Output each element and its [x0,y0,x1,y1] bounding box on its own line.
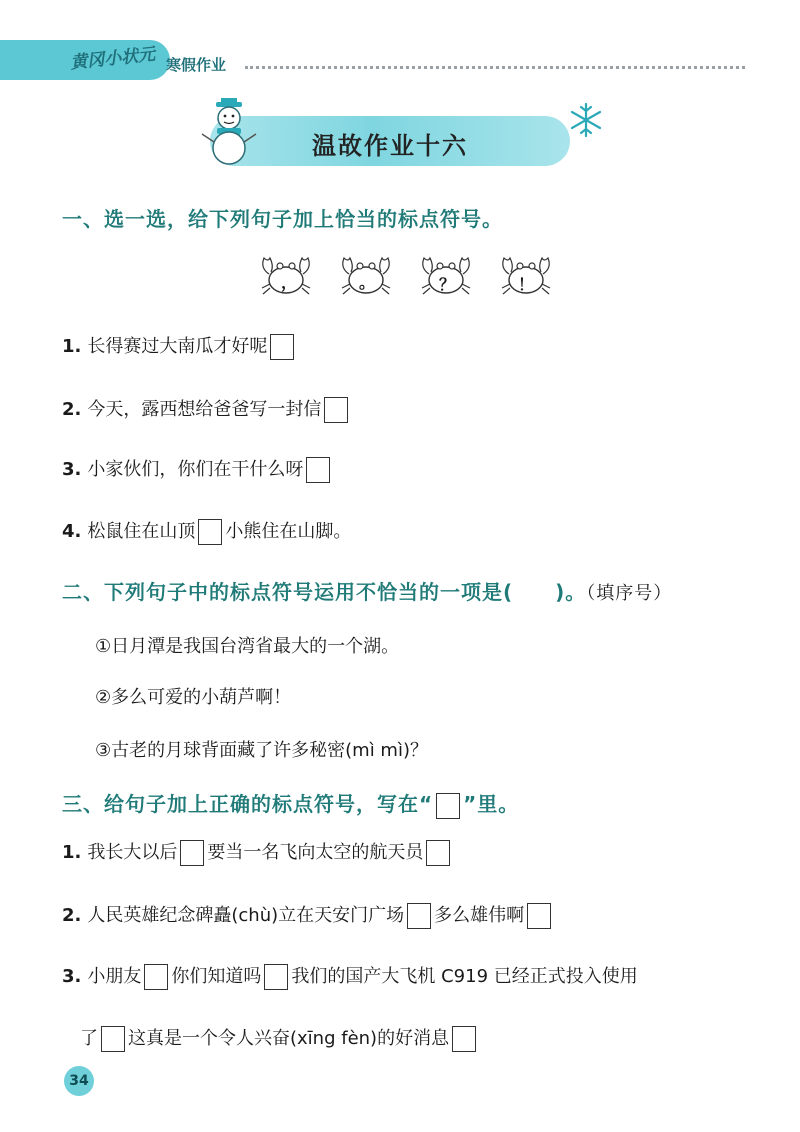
sample-box [436,793,460,819]
crab-mark: ！ [518,275,535,294]
s3-item-2 [62,901,554,929]
answer-box[interactable] [527,903,551,929]
item-text: 小家伙们，你们在干什么呀 [87,459,304,480]
section2-heading [62,576,672,605]
item-text: 多么雄伟啊 [434,905,525,926]
s1-item-3 [62,455,333,483]
s3-item-1 [62,838,453,866]
s1-item-4 [62,517,351,545]
crab-period [338,248,394,302]
section3-heading [62,788,519,819]
s1-item-1 [62,332,297,360]
answer-box[interactable] [180,840,204,866]
answer-box[interactable] [324,397,348,423]
item-text: 我们的国产大飞机 C919 已经正式投入使用 [291,966,638,987]
section1-heading: 一、选一选，给下列句子加上恰当的标点符号。 [62,207,503,231]
item-text: 长得赛过大南瓜才好呢 [87,336,268,357]
item-text: 松鼠住在山顶 [87,521,196,542]
heading-text: ”里。 [463,792,520,816]
snowflake-icon [568,102,604,138]
item-number: 3. [62,966,82,987]
answer-box[interactable] [101,1026,125,1052]
s2-option-3: ③古老的月球背面藏了许多秘密(mì mì)？ [95,740,428,761]
heading-text: 二、下列句子中的标点符号运用不恰当的一项是( [62,580,514,604]
item-text: 我长大以后 [87,842,178,863]
answer-box[interactable] [306,457,330,483]
page-number: 34 [64,1066,94,1096]
item-text: 你们知道吗 [171,966,262,987]
item-number: 1. [62,842,82,863]
fill-hint: （填序号） [586,583,673,604]
item-number: 4. [62,521,82,542]
crab-row [258,248,554,302]
answer-box[interactable] [270,334,294,360]
answer-box[interactable] [144,964,168,990]
answer-box[interactable] [198,519,222,545]
item-text: 人民英雄纪念碑矗(chù)立在天安门广场 [87,905,405,926]
s3-item-3 [62,962,638,990]
s1-item-2 [62,395,351,423]
s2-option-1: ①日月潭是我国台湾省最大的一个湖。 [95,636,400,657]
item-text: 了 [80,1028,98,1049]
s2-option-2: ②多么可爱的小葫芦啊！ [95,687,292,708]
answer-box[interactable] [264,964,288,990]
crab-question [418,248,474,302]
header-divider [245,66,745,69]
item-number: 2. [62,905,82,926]
heading-text: 三、给句子加上正确的标点符号，写在“ [62,792,434,816]
heading-text: )。 [555,580,587,604]
crab-mark: ， [281,273,298,292]
item-text: 这真是一个令人兴奋(xīng fèn)的好消息 [128,1028,450,1049]
s3-item-3-cont [80,1024,479,1052]
item-text: 今天，露西想给爸爸写一封信 [87,399,322,420]
answer-box[interactable] [407,903,431,929]
item-number: 1. [62,336,82,357]
crab-mark: 。 [359,273,376,292]
item-number: 2. [62,399,82,420]
crab-mark: ？ [439,275,456,294]
page-title: 温故作业十六 [312,132,468,160]
crab-exclamation [498,248,554,302]
crab-comma [258,248,314,302]
answer-box[interactable] [452,1026,476,1052]
answer-box[interactable] [426,840,450,866]
item-text: 小朋友 [87,966,142,987]
item-text: 小熊住在山脚。 [225,521,352,542]
item-number: 3. [62,459,82,480]
item-text: 要当一名飞向太空的航天员 [207,842,424,863]
header-tag: 寒假作业 [166,56,227,74]
brand-logo: 黄冈小状元 [69,44,157,74]
